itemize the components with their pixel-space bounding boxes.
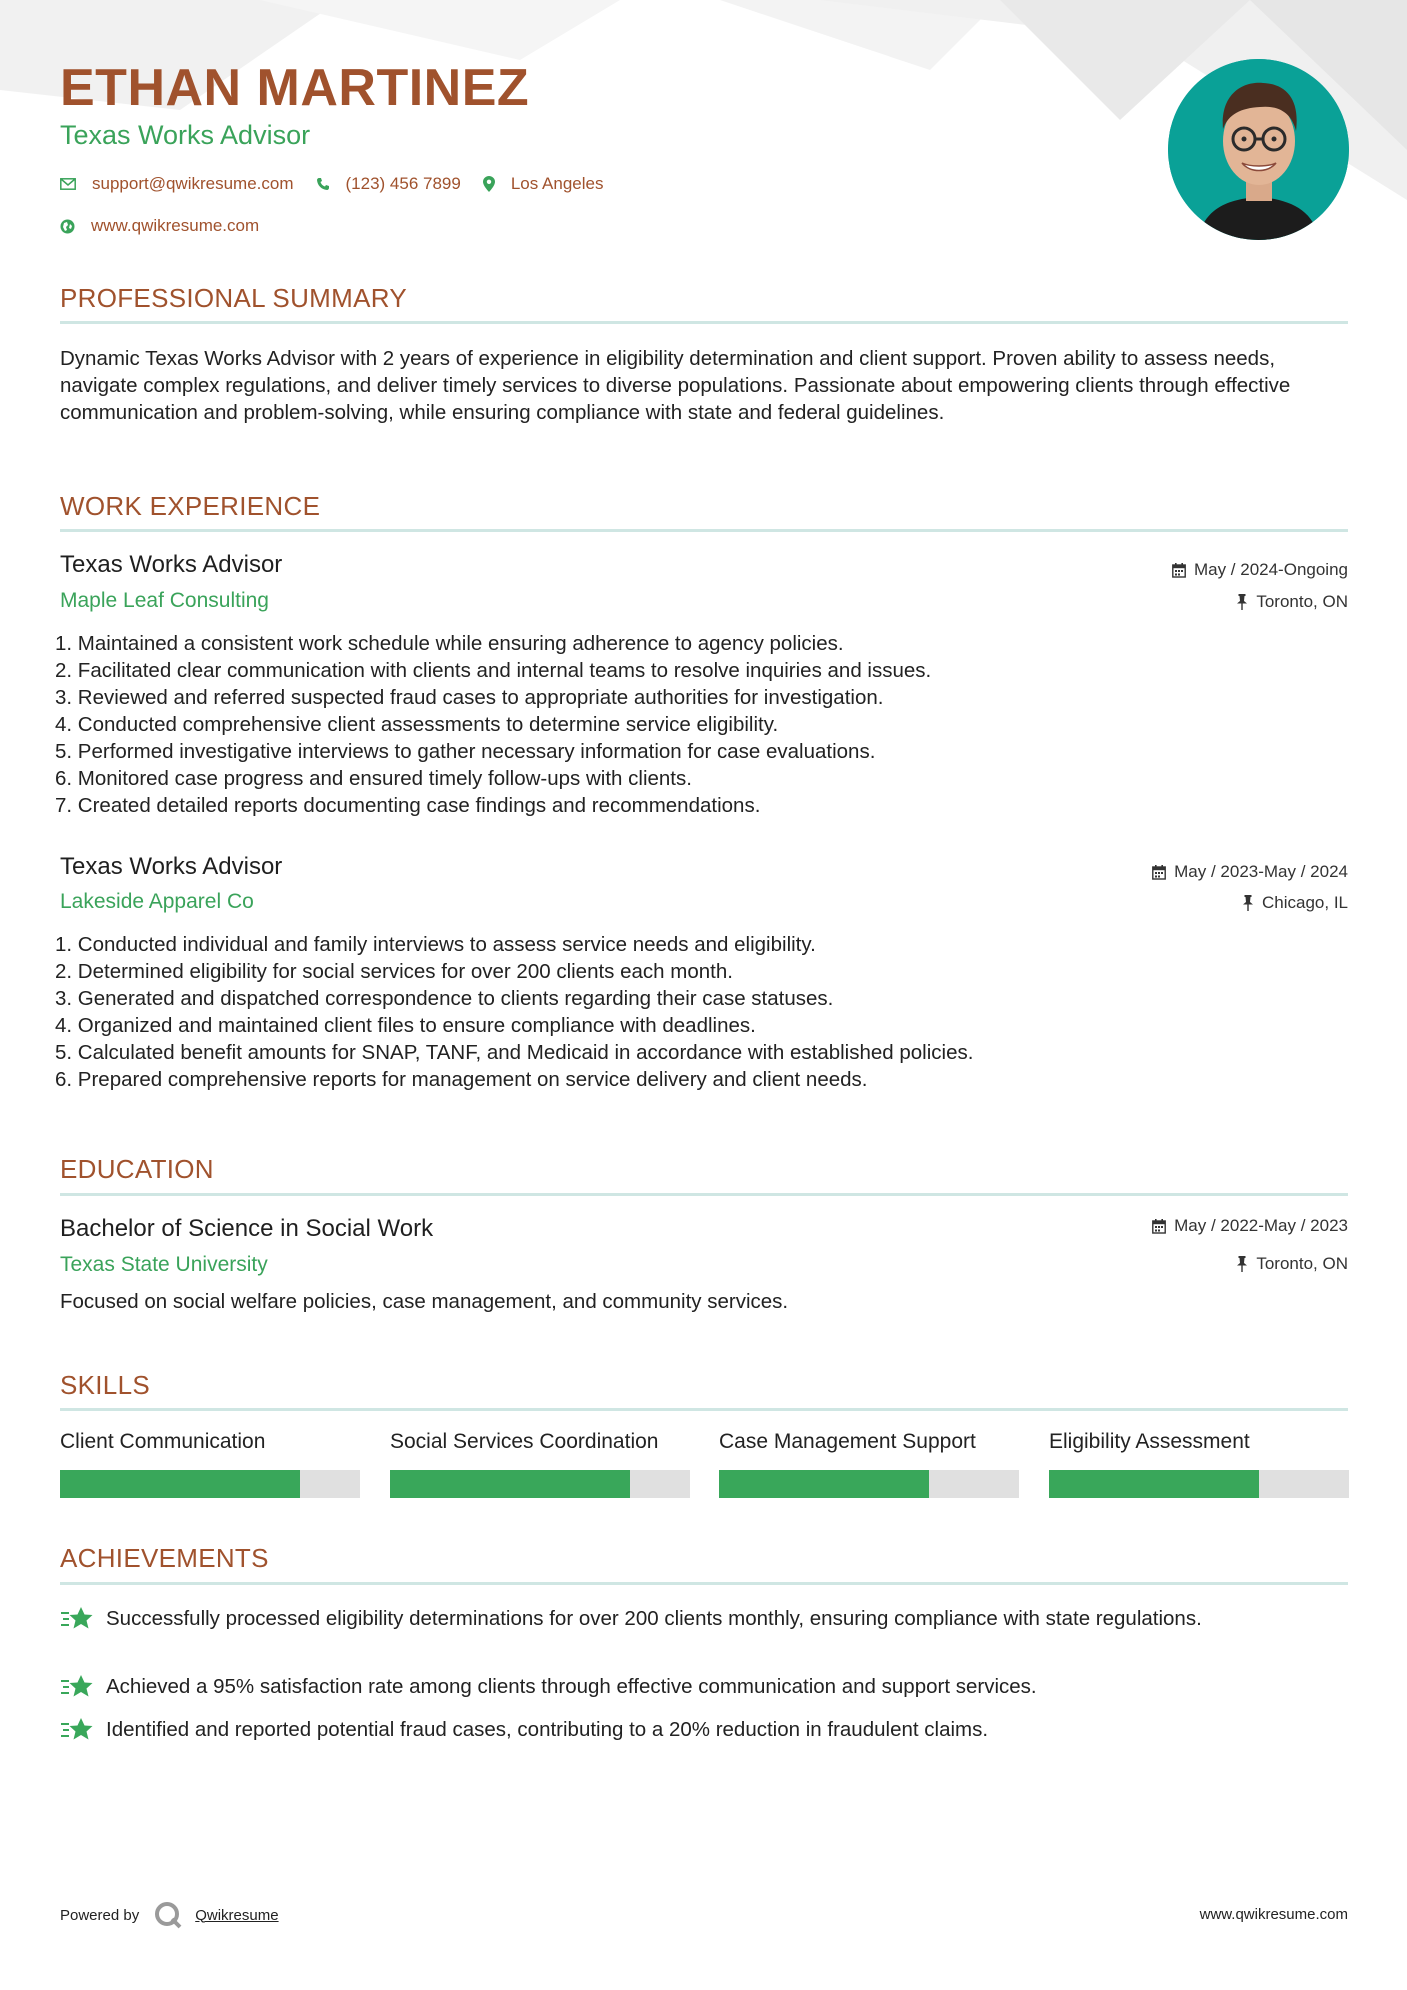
achievement-text: Successfully processed eligibility determinations for over 200 clients monthly, ensuring compliance with state regulations.: [106, 1607, 1202, 1630]
job-title: Texas Works Advisor: [60, 853, 283, 880]
list-item: 4. Organized and maintained client files to ensure compliance with deadlines.: [55, 1014, 756, 1037]
list-item: 1. Maintained a consistent work schedule while ensuring adherence to agency policies.: [55, 632, 844, 655]
summary-heading: PROFESSIONAL SUMMARY: [60, 283, 407, 313]
job-title: Texas Works Advisor: [60, 551, 283, 578]
education-description: Focused on social welfare policies, case management, and community services.: [60, 1290, 789, 1313]
skills-divider: [60, 1408, 1348, 1411]
education-location: [1236, 1254, 1348, 1274]
contact-email[interactable]: [60, 174, 294, 194]
globe-icon: [60, 219, 75, 234]
list-item: 5. Performed investigative interviews to gather necessary information for case evaluations.: [55, 740, 876, 763]
skill-bar-track: [1049, 1470, 1349, 1498]
job-dates: [1172, 560, 1348, 580]
avatar-illustration: [1168, 59, 1349, 240]
pushpin-icon: [1236, 594, 1248, 610]
contact-row: [60, 174, 625, 194]
star-award-icon: [60, 1716, 94, 1742]
education-dates: [1152, 1216, 1348, 1236]
job-bullets: [55, 931, 1345, 1093]
job-dates-text: May / 2023-May / 2024: [1174, 862, 1348, 881]
experience-divider: [60, 529, 1348, 532]
list-item: 7. Created detailed reports documenting case findings and recommendations.: [55, 794, 761, 817]
profile-photo: [1168, 59, 1349, 240]
email-text: support@qwikresume.com: [92, 174, 294, 193]
star-award-icon: [60, 1673, 94, 1699]
job-location-text: Toronto, ON: [1256, 592, 1348, 611]
skill-bar-fill: [719, 1470, 929, 1498]
footer-powered-by: [60, 1900, 279, 1930]
skill-bar-track: [390, 1470, 690, 1498]
list-item: 6. Monitored case progress and ensured timely follow-ups with clients.: [55, 767, 692, 790]
calendar-icon: [1172, 563, 1186, 578]
education-divider: [60, 1193, 1348, 1196]
list-item: 3. Generated and dispatched correspondence to clients regarding their case statuses.: [55, 987, 834, 1010]
candidate-role: Texas Works Advisor: [60, 120, 311, 150]
list-item: 4. Conducted comprehensive client assessments to determine service eligibility.: [55, 713, 779, 736]
skill-bar-track: [719, 1470, 1019, 1498]
pushpin-icon: [1242, 895, 1254, 911]
list-item: 1. Conducted individual and family interviews to assess service needs and eligibility.: [55, 933, 816, 956]
list-item: 3. Reviewed and referred suspected fraud cases to appropriate authorities for investigation.: [55, 686, 884, 709]
job-location-text: Chicago, IL: [1262, 893, 1348, 912]
job-bullets: [55, 630, 1345, 819]
pushpin-icon: [1236, 1256, 1248, 1272]
summary-divider: [60, 321, 1348, 324]
achievement-item: [60, 1673, 1350, 1700]
contact-website[interactable]: [60, 216, 259, 236]
skill-name: Client Communication: [60, 1430, 266, 1453]
phone-text: (123) 456 7899: [345, 174, 461, 193]
achievements-divider: [60, 1582, 1348, 1585]
job-location: [1236, 592, 1348, 612]
skill-name: Case Management Support: [719, 1430, 976, 1453]
footer-website[interactable]: www.qwikresume.com: [1199, 1906, 1348, 1923]
contact-phone[interactable]: [316, 174, 461, 194]
achievement-text: Achieved a 95% satisfaction rate among clients through effective communication and support services.: [106, 1675, 1037, 1698]
education-dates-text: May / 2022-May / 2023: [1174, 1216, 1348, 1235]
candidate-name: ETHAN MARTINEZ: [60, 59, 530, 117]
summary-text: Dynamic Texas Works Advisor with 2 years of experience in eligibility determination and client support. Proven ability to assess needs, navigate complex regulations, and deliver timely services to diverse populations. Passionate about empowering clients through effective communication and problem-solving, while ensuring compliance with state and federal guidelines.: [60, 347, 1291, 424]
qwikresume-link[interactable]: Qwikresume: [195, 1906, 279, 1924]
education-location-text: Toronto, ON: [1256, 1254, 1348, 1273]
achievement-item: [60, 1716, 1350, 1743]
experience-heading: WORK EXPERIENCE: [60, 491, 321, 521]
star-award-icon: [60, 1605, 94, 1631]
phone-icon: [316, 177, 330, 191]
achievement-text: Identified and reported potential fraud cases, contributing to a 20% reduction in fraudulent claims.: [106, 1718, 989, 1741]
school-name: Texas State University: [60, 1253, 268, 1276]
skill-item: [1049, 1430, 1349, 1498]
calendar-icon: [1152, 865, 1166, 880]
skill-item: [719, 1430, 1019, 1498]
list-item: 2. Facilitated clear communication with clients and internal teams to resolve inquiries and issues.: [55, 659, 932, 682]
map-pin-icon: [483, 176, 495, 192]
envelope-icon: [60, 178, 76, 190]
job-location: [1242, 893, 1348, 913]
job-company: Lakeside Apparel Co: [60, 890, 254, 913]
qwikresume-logo-icon: [153, 1900, 183, 1930]
list-item: 5. Calculated benefit amounts for SNAP, TANF, and Medicaid in accordance with established policies.: [55, 1041, 974, 1064]
skill-bar-fill: [390, 1470, 630, 1498]
education-heading: EDUCATION: [60, 1154, 214, 1184]
skill-item: [390, 1430, 690, 1498]
skill-name: Social Services Coordination: [390, 1430, 659, 1453]
achievement-item: [60, 1605, 1350, 1632]
skill-name: Eligibility Assessment: [1049, 1430, 1250, 1453]
achievements-heading: ACHIEVEMENTS: [60, 1543, 269, 1573]
website-text: www.qwikresume.com: [91, 216, 260, 235]
list-item: 6. Prepared comprehensive reports for management on service delivery and client needs.: [55, 1068, 868, 1091]
skills-heading: SKILLS: [60, 1370, 150, 1400]
powered-by-label: Powered by: [60, 1906, 140, 1924]
contact-row-2: [60, 216, 281, 236]
contact-location: [483, 174, 604, 194]
skill-bar-track: [60, 1470, 360, 1498]
skill-item: [60, 1430, 360, 1498]
skill-bar-fill: [1049, 1470, 1259, 1498]
job-company: Maple Leaf Consulting: [60, 589, 269, 612]
job-dates-text: May / 2024-Ongoing: [1193, 560, 1348, 579]
list-item: 2. Determined eligibility for social services for over 200 clients each month.: [55, 960, 733, 983]
location-text: Los Angeles: [510, 174, 604, 193]
degree-title: Bachelor of Science in Social Work: [60, 1215, 434, 1242]
job-dates: [1152, 862, 1348, 882]
calendar-icon: [1152, 1219, 1166, 1234]
skill-bar-fill: [60, 1470, 300, 1498]
